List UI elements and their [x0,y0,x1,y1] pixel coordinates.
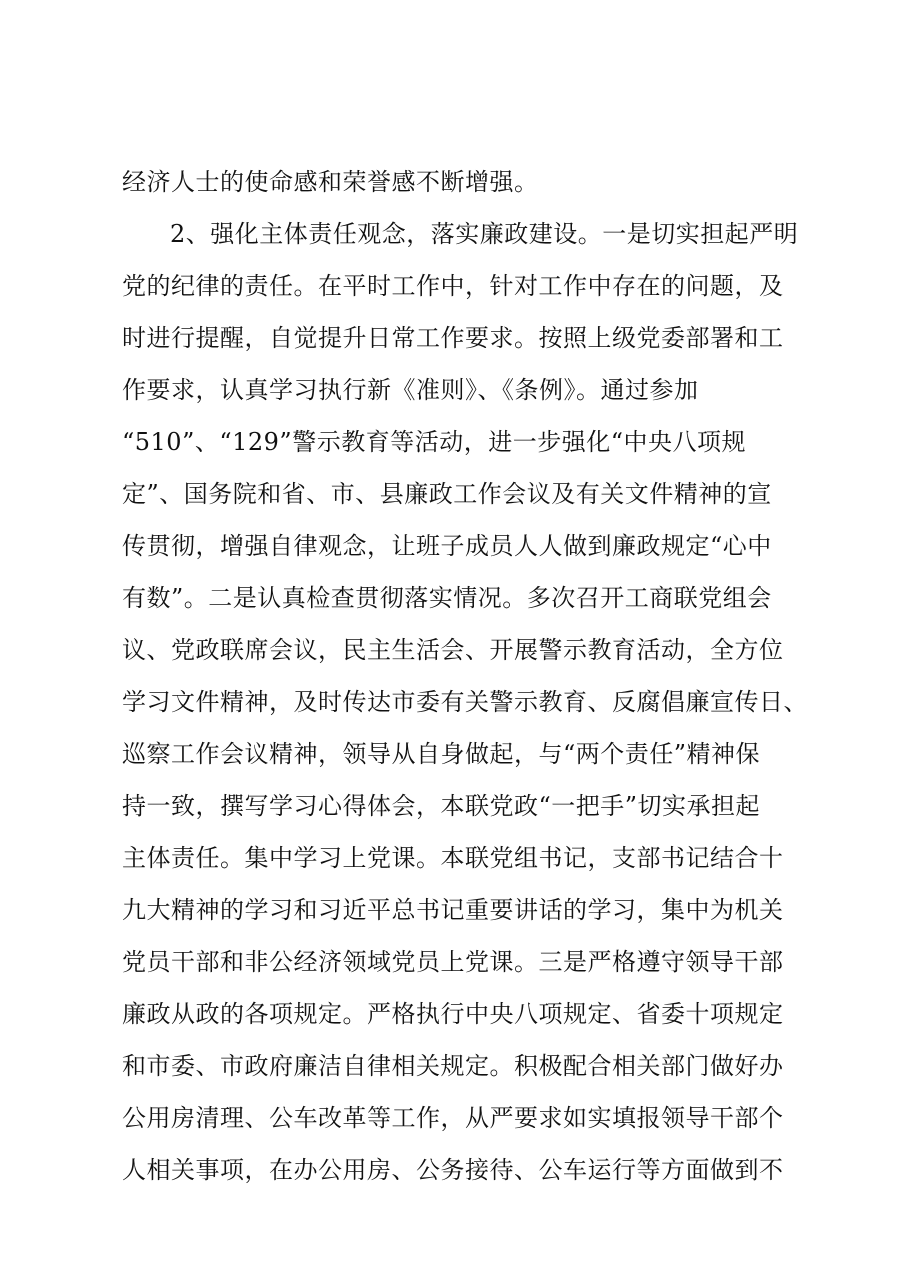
text-line: 党的纪律的责任。在平时工作中，针对工作中存在的问题，及 [122,272,784,300]
text-line: 作要求，认真学习执行新《准则》、《条例》。通过参加 [122,376,699,404]
text-line: 九大精神的学习和习近平总书记重要讲话的学习，集中为机关 [122,896,784,924]
text-line: “510”、“129”警示教育等活动，进一步强化“中央八项规 [122,428,746,456]
text-line: 经济人士的使命感和荣誉感不断增强。 [122,168,539,196]
text-line: 和市委、市政府廉洁自律相关规定。积极配合相关部门做好办 [122,1052,784,1080]
text-line: 定”、国务院和省、市、县廉政工作会议及有关文件精神的宣 [122,480,772,508]
text-line: 公用房清理、公车改革等工作，从严要求如实填报领导干部个 [122,1104,784,1132]
text-line: 廉政从政的各项规定。严格执行中央八项规定、省委十项规定 [122,1000,784,1028]
text-line: 人相关事项，在办公用房、公务接待、公车运行等方面做到不 [122,1156,784,1184]
paragraph-heading-line: 2、强化主体责任观念，落实廉政建设。一是切实担起严明 [170,220,799,248]
text-line: 学习文件精神，及时传达市委有关警示教育、反腐倡廉宣传日、 [122,688,808,716]
text-line: 有数”。二是认真检查贯彻落实情况。多次召开工商联党组会 [122,584,772,612]
text-line: 时进行提醒，自觉提升日常工作要求。按照上级党委部署和工 [122,324,784,352]
text-line: 传贯彻，增强自律观念，让班子成员人人做到廉政规定“心中 [122,532,772,560]
text-line: 巡察工作会议精神，领导从自身做起，与“两个责任”精神保 [122,740,761,768]
text-line: 主体责任。集中学习上党课。本联党组书记，支部书记结合十 [122,844,784,872]
text-line: 议、党政联席会议，民主生活会、开展警示教育活动，全方位 [122,636,784,664]
text-line: 党员干部和非公经济领域党员上党课。三是严格遵守领导干部 [122,948,784,976]
text-line: 持一致，撰写学习心得体会，本联党政“一把手”切实承担起 [122,792,761,820]
